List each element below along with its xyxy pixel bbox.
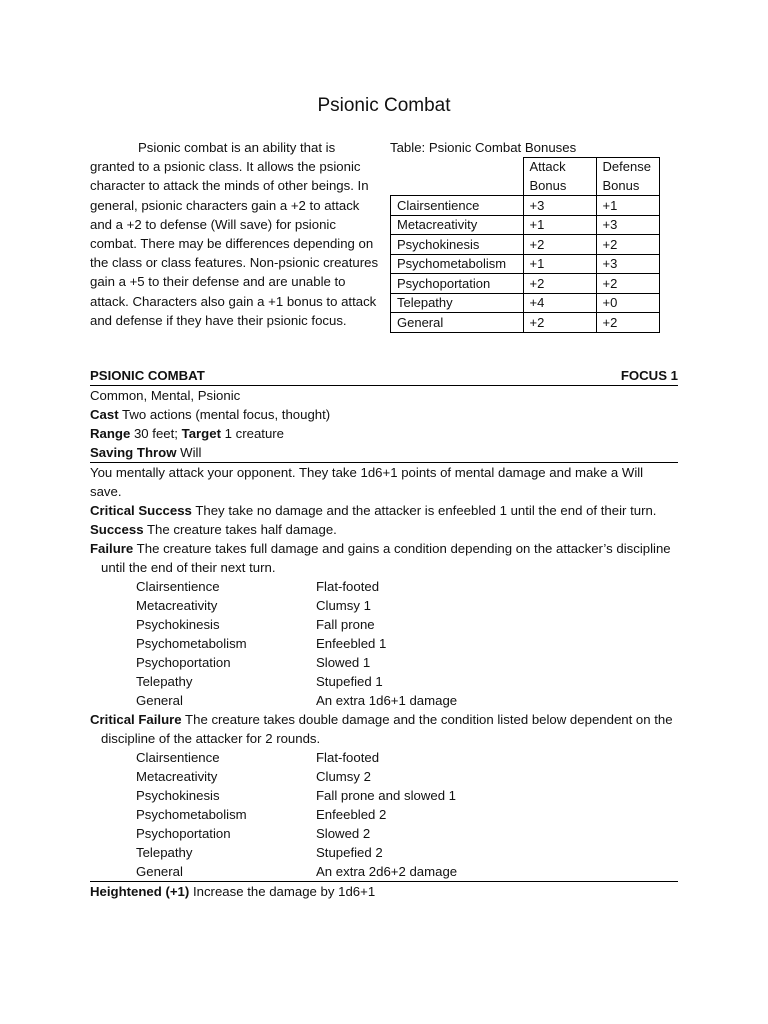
table-row xyxy=(391,274,660,294)
crit-failure-label: Critical Failure xyxy=(90,712,182,727)
condition-row xyxy=(90,843,678,862)
table-cell-discipline: Clairsentience xyxy=(391,196,524,216)
table-cell-defense: +2 xyxy=(596,235,659,255)
condition-discipline: Psychokinesis xyxy=(136,617,220,632)
condition-discipline: Telepathy xyxy=(136,674,193,689)
table-row xyxy=(391,215,660,235)
crit-success-label: Critical Success xyxy=(90,503,192,518)
table-body xyxy=(391,196,660,333)
spell-level: FOCUS 1 xyxy=(620,368,678,383)
condition-row xyxy=(90,691,678,710)
table-cell-defense: +0 xyxy=(596,293,659,313)
heightened xyxy=(90,882,678,901)
condition-row xyxy=(90,615,678,634)
table-cell-discipline: Metacreativity xyxy=(391,215,524,235)
intro-text: Psionic combat is an ability that is granted to a psionic class. It allows the psionic character to attack the minds of other beings. In general, psionic characters gain a +2 to attack and a +2 to defense (Will save) for psionic combat. There may be differences depending on the class or class features. Non-psionic creatures gain a +5 to their defense and are unable to attack. Characters also gain a +1 bonus to attack and defense if they have their psionic focus. xyxy=(90,140,379,328)
spell-range-target xyxy=(90,424,678,443)
table-header-blank xyxy=(391,158,524,196)
condition-effect: Flat-footed xyxy=(316,750,380,765)
condition-effect: Enfeebled 1 xyxy=(316,636,387,651)
crit-failure-text: The creature takes double damage and the condition listed below dependent on the discipline of the attacker for 2 rounds. xyxy=(101,712,673,746)
condition-row xyxy=(90,596,678,615)
condition-effect: Clumsy 1 xyxy=(316,598,371,613)
crit-failure-condition-list xyxy=(90,748,678,882)
target-label: Target xyxy=(181,426,221,441)
condition-row xyxy=(90,786,678,805)
condition-row xyxy=(90,824,678,843)
spell-description: You mentally attack your opponent. They take 1d6+1 points of mental damage and make a Will save. xyxy=(90,465,644,499)
range-label: Range xyxy=(90,426,131,441)
table-cell-defense: +2 xyxy=(596,313,659,333)
critical-success xyxy=(90,501,678,520)
condition-row xyxy=(90,805,678,824)
table-cell-attack: +3 xyxy=(523,196,596,216)
heightened-label: Heightened (+1) xyxy=(90,884,190,899)
condition-discipline: Psychoportation xyxy=(136,826,231,841)
failure-text: The creature takes full damage and gains a condition depending on the attacker’s discipline until the end of their next turn. xyxy=(101,541,671,575)
table-cell-attack: +1 xyxy=(523,254,596,274)
spell-header xyxy=(90,366,678,386)
save-value: Will xyxy=(176,445,202,460)
table-row xyxy=(391,235,660,255)
condition-discipline: Clairsentience xyxy=(136,579,220,594)
condition-discipline: Psychokinesis xyxy=(136,788,220,803)
condition-effect: Slowed 1 xyxy=(316,655,371,670)
condition-discipline: Telepathy xyxy=(136,845,193,860)
condition-row xyxy=(90,577,678,596)
success-text: The creature takes half damage. xyxy=(143,522,337,537)
condition-discipline: Psychometabolism xyxy=(136,636,247,651)
condition-effect: Enfeebled 2 xyxy=(316,807,387,822)
condition-discipline: Psychometabolism xyxy=(136,807,247,822)
condition-effect: Stupefied 1 xyxy=(316,674,383,689)
cast-label: Cast xyxy=(90,407,119,422)
target-value: 1 creature xyxy=(220,426,285,441)
condition-row xyxy=(90,653,678,672)
condition-row xyxy=(90,634,678,653)
table-header-defense: Defense Bonus xyxy=(596,158,659,196)
range-value: 30 feet; xyxy=(130,426,182,441)
table-row xyxy=(391,196,660,216)
condition-discipline: General xyxy=(136,693,183,708)
table-cell-attack: +4 xyxy=(523,293,596,313)
heightened-text: Increase the damage by 1d6+1 xyxy=(189,884,376,899)
condition-discipline: General xyxy=(136,864,183,879)
condition-row xyxy=(90,767,678,786)
critical-failure xyxy=(90,710,678,748)
table-cell-attack: +2 xyxy=(523,274,596,294)
crit-success-text: They take no damage and the attacker is enfeebled 1 until the end of their turn. xyxy=(191,503,657,518)
condition-discipline: Clairsentience xyxy=(136,750,220,765)
table-row xyxy=(391,254,660,274)
failure-label: Failure xyxy=(90,541,134,556)
success-label: Success xyxy=(90,522,144,537)
condition-row xyxy=(90,748,678,767)
condition-effect: Fall prone xyxy=(316,617,375,632)
spell-name: PSIONIC COMBAT xyxy=(90,368,205,383)
table-row xyxy=(391,293,660,313)
condition-row xyxy=(90,862,678,881)
table-cell-defense: +1 xyxy=(596,196,659,216)
intro-paragraph xyxy=(90,138,380,330)
cast-value: Two actions (mental focus, thought) xyxy=(118,407,331,422)
spell-block xyxy=(90,366,678,901)
condition-effect: An extra 2d6+2 damage xyxy=(316,864,458,879)
psionic-bonus-table xyxy=(390,157,660,333)
success xyxy=(90,520,678,539)
condition-discipline: Psychoportation xyxy=(136,655,231,670)
table-cell-defense: +2 xyxy=(596,274,659,294)
table-header-attack: Attack Bonus xyxy=(523,158,596,196)
page-title: Psionic Combat xyxy=(317,95,451,116)
condition-effect: Slowed 2 xyxy=(316,826,371,841)
failure-condition-list xyxy=(90,577,678,710)
spell-cast xyxy=(90,405,678,424)
table-cell-discipline: Psychoportation xyxy=(391,274,524,294)
condition-row xyxy=(90,672,678,691)
condition-effect: Stupefied 2 xyxy=(316,845,383,860)
condition-effect: Flat-footed xyxy=(316,579,380,594)
condition-effect: An extra 1d6+1 damage xyxy=(316,693,458,708)
condition-effect: Fall prone and slowed 1 xyxy=(316,788,457,803)
table-header-row xyxy=(391,158,660,196)
spell-traits: Common, Mental, Psionic xyxy=(90,388,241,403)
failure xyxy=(90,539,678,577)
table-cell-defense: +3 xyxy=(596,254,659,274)
condition-discipline: Metacreativity xyxy=(136,769,218,784)
table-cell-discipline: Telepathy xyxy=(391,293,524,313)
table-row xyxy=(391,313,660,333)
table-cell-attack: +1 xyxy=(523,215,596,235)
table-cell-attack: +2 xyxy=(523,313,596,333)
table-cell-defense: +3 xyxy=(596,215,659,235)
table-caption: Table: Psionic Combat Bonuses xyxy=(390,140,577,155)
condition-effect: Clumsy 2 xyxy=(316,769,371,784)
table-cell-discipline: General xyxy=(391,313,524,333)
table-cell-discipline: Psychometabolism xyxy=(391,254,524,274)
spell-saving-throw xyxy=(90,443,678,463)
save-label: Saving Throw xyxy=(90,445,177,460)
table-cell-discipline: Psychokinesis xyxy=(391,235,524,255)
table-cell-attack: +2 xyxy=(523,235,596,255)
condition-discipline: Metacreativity xyxy=(136,598,218,613)
